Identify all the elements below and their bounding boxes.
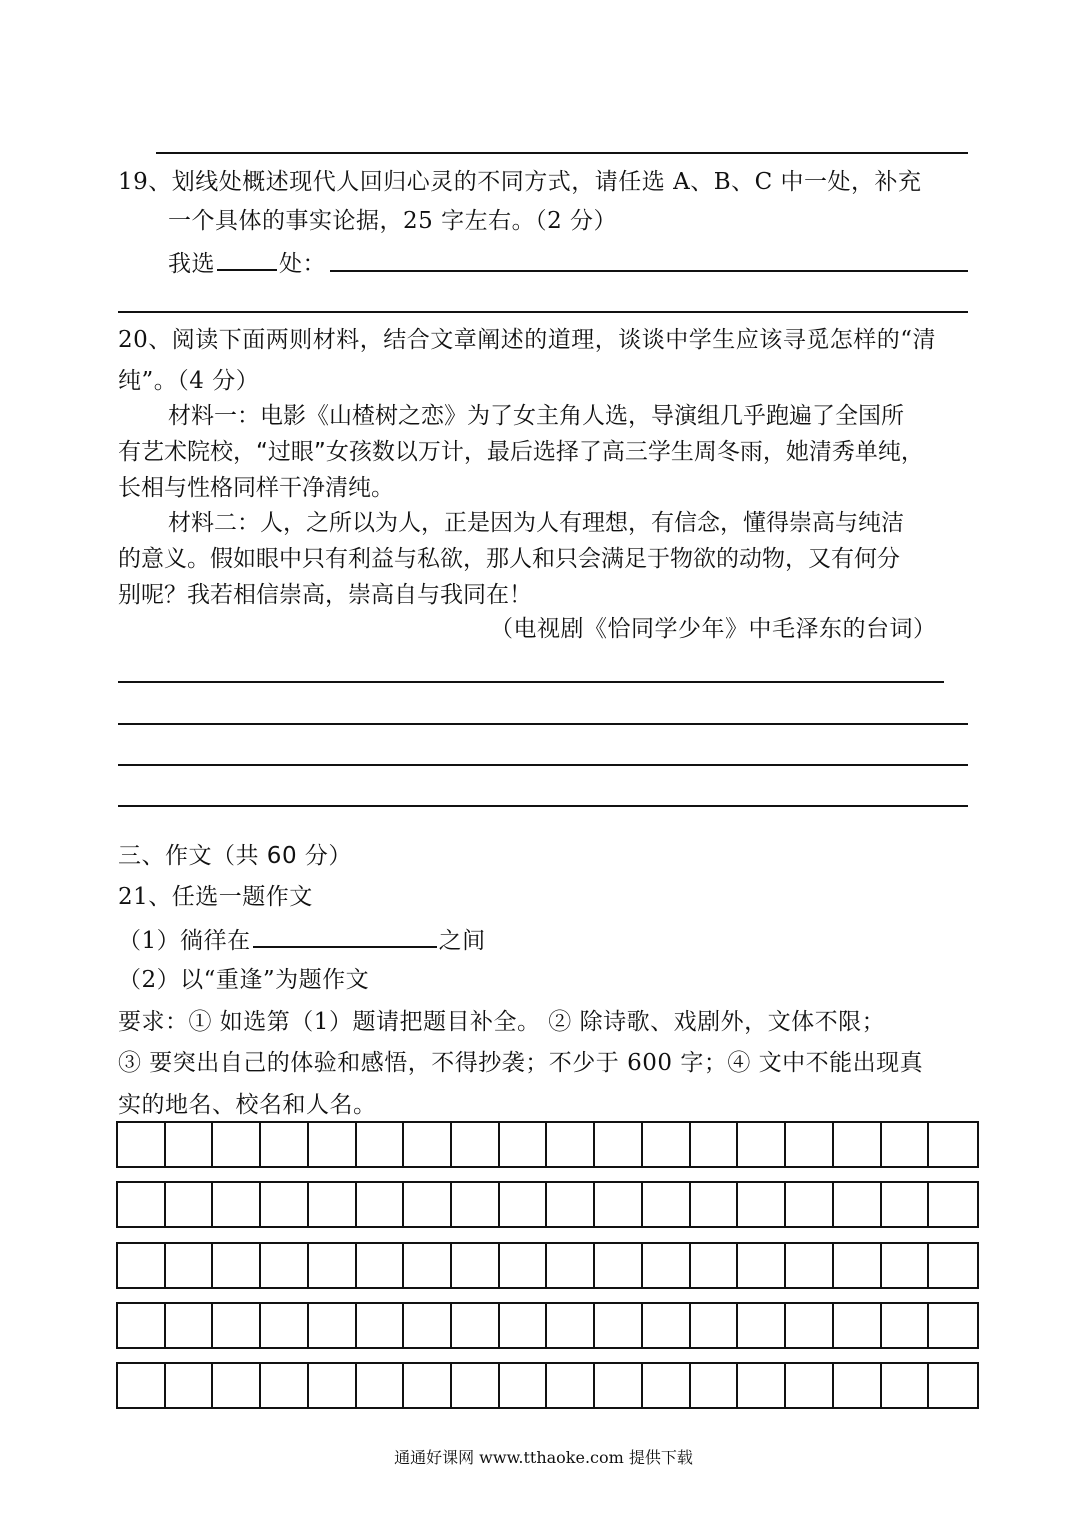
option1-suffix: 之间 xyxy=(438,928,486,954)
grid-cell[interactable] xyxy=(500,1183,548,1226)
material1-line: 长相与性格同样干净清纯。 xyxy=(118,475,394,501)
grid-cell[interactable] xyxy=(738,1364,786,1407)
grid-cell[interactable] xyxy=(118,1364,166,1407)
grid-cell[interactable] xyxy=(929,1304,977,1347)
grid-cell[interactable] xyxy=(500,1244,548,1287)
q20-answer-line[interactable] xyxy=(118,723,968,725)
grid-cell[interactable] xyxy=(547,1123,595,1166)
grid-cell[interactable] xyxy=(643,1244,691,1287)
grid-cell[interactable] xyxy=(691,1364,739,1407)
grid-cell[interactable] xyxy=(404,1123,452,1166)
q20-answer-line[interactable] xyxy=(118,764,968,766)
requirement-line: ③ 要突出自己的体验和感悟，不得抄袭；不少于 600 字；④ 文中不能出现真 xyxy=(118,1050,924,1076)
answer-line[interactable] xyxy=(156,152,968,154)
grid-cell[interactable] xyxy=(929,1123,977,1166)
grid-cell[interactable] xyxy=(834,1123,882,1166)
grid-cell[interactable] xyxy=(691,1123,739,1166)
writing-grid-row[interactable] xyxy=(116,1302,979,1349)
grid-cell[interactable] xyxy=(357,1364,405,1407)
grid-cell[interactable] xyxy=(929,1364,977,1407)
writing-grid-row[interactable] xyxy=(116,1181,979,1228)
grid-cell[interactable] xyxy=(643,1183,691,1226)
grid-cell[interactable] xyxy=(118,1183,166,1226)
q20-line2: 纯”。（4 分） xyxy=(118,368,260,394)
grid-cell[interactable] xyxy=(595,1304,643,1347)
q19-line2: 一个具体的事实论据，25 字左右。（2 分） xyxy=(168,208,618,234)
option2: （2）以“重逢”为题作文 xyxy=(118,967,370,993)
grid-cell[interactable] xyxy=(166,1364,214,1407)
grid-cell[interactable] xyxy=(213,1304,261,1347)
grid-cell[interactable] xyxy=(691,1183,739,1226)
material1-line: 材料一：电影《山楂树之恋》为了女主角人选，导演组几乎跑遍了全国所 xyxy=(168,403,904,429)
grid-cell[interactable] xyxy=(213,1183,261,1226)
grid-cell[interactable] xyxy=(643,1123,691,1166)
grid-cell[interactable] xyxy=(595,1244,643,1287)
grid-cell[interactable] xyxy=(213,1364,261,1407)
material1-line: 有艺术院校，“过眼”女孩数以万计，最后选择了高三学生周冬雨，她清秀单纯， xyxy=(118,439,924,465)
grid-cell[interactable] xyxy=(500,1123,548,1166)
writing-grid-row[interactable] xyxy=(116,1242,979,1289)
grid-cell[interactable] xyxy=(261,1123,309,1166)
q19-answer-line[interactable] xyxy=(330,270,968,272)
grid-cell[interactable] xyxy=(643,1304,691,1347)
grid-cell[interactable] xyxy=(118,1244,166,1287)
grid-cell[interactable] xyxy=(452,1304,500,1347)
q19-choose-suffix: 处： xyxy=(279,251,326,277)
grid-cell[interactable] xyxy=(834,1183,882,1226)
grid-cell[interactable] xyxy=(500,1364,548,1407)
footer-text: 通通好课网 www.tthaoke.com 提供下载 xyxy=(394,1448,693,1467)
grid-cell[interactable] xyxy=(118,1123,166,1166)
option1 xyxy=(118,924,486,956)
grid-cell[interactable] xyxy=(882,1123,930,1166)
grid-cell[interactable] xyxy=(929,1244,977,1287)
grid-cell[interactable] xyxy=(404,1244,452,1287)
grid-cell[interactable] xyxy=(738,1244,786,1287)
grid-cell[interactable] xyxy=(500,1304,548,1347)
grid-cell[interactable] xyxy=(166,1123,214,1166)
grid-cell[interactable] xyxy=(691,1304,739,1347)
grid-cell[interactable] xyxy=(357,1123,405,1166)
q19-choose-prefix: 我选 xyxy=(168,251,215,277)
grid-cell[interactable] xyxy=(547,1364,595,1407)
grid-cell[interactable] xyxy=(357,1304,405,1347)
grid-cell[interactable] xyxy=(261,1244,309,1287)
q20-answer-line[interactable] xyxy=(118,681,944,683)
grid-cell[interactable] xyxy=(786,1244,834,1287)
grid-cell[interactable] xyxy=(834,1244,882,1287)
grid-cell[interactable] xyxy=(452,1364,500,1407)
grid-cell[interactable] xyxy=(404,1364,452,1407)
grid-cell[interactable] xyxy=(118,1304,166,1347)
material2-line: 别呢？我若相信崇高，崇高自与我同在！ xyxy=(118,582,532,608)
writing-grid-row[interactable] xyxy=(116,1121,979,1168)
grid-cell[interactable] xyxy=(786,1304,834,1347)
grid-cell[interactable] xyxy=(166,1304,214,1347)
grid-cell[interactable] xyxy=(404,1183,452,1226)
material2-line: 的意义。假如眼中只有利益与私欲，那人和只会满足于物欲的动物，又有何分 xyxy=(118,546,900,572)
grid-cell[interactable] xyxy=(261,1304,309,1347)
material-source: （电视剧《恰同学少年》中毛泽东的台词） xyxy=(490,616,937,642)
title-blank[interactable] xyxy=(253,924,437,948)
grid-cell[interactable] xyxy=(929,1183,977,1226)
grid-cell[interactable] xyxy=(882,1364,930,1407)
grid-cell[interactable] xyxy=(309,1244,357,1287)
grid-cell[interactable] xyxy=(547,1183,595,1226)
grid-cell[interactable] xyxy=(261,1364,309,1407)
grid-cell[interactable] xyxy=(357,1244,405,1287)
q20-answer-line[interactable] xyxy=(118,805,968,807)
grid-cell[interactable] xyxy=(882,1304,930,1347)
option1-prefix: （1）徜徉在 xyxy=(118,928,251,954)
grid-cell[interactable] xyxy=(738,1123,786,1166)
q19-choice-blank[interactable] xyxy=(217,247,277,271)
grid-cell[interactable] xyxy=(738,1183,786,1226)
grid-cell[interactable] xyxy=(309,1123,357,1166)
grid-cell[interactable] xyxy=(166,1244,214,1287)
grid-cell[interactable] xyxy=(738,1304,786,1347)
q20-line1: 20、阅读下面两则材料，结合文章阐述的道理，谈谈中学生应该寻觅怎样的“清 xyxy=(118,327,937,353)
grid-cell[interactable] xyxy=(261,1183,309,1226)
grid-cell[interactable] xyxy=(309,1304,357,1347)
grid-cell[interactable] xyxy=(595,1364,643,1407)
grid-cell[interactable] xyxy=(404,1304,452,1347)
q19-line1: 19、划线处概述现代人回归心灵的不同方式，请任选 A、B、C 中一处，补充 xyxy=(118,169,922,195)
grid-cell[interactable] xyxy=(357,1183,405,1226)
grid-cell[interactable] xyxy=(452,1183,500,1226)
grid-cell[interactable] xyxy=(213,1244,261,1287)
grid-cell[interactable] xyxy=(691,1244,739,1287)
grid-cell[interactable] xyxy=(786,1123,834,1166)
q19-answer-line[interactable] xyxy=(118,311,968,313)
grid-cell[interactable] xyxy=(786,1183,834,1226)
grid-cell[interactable] xyxy=(595,1183,643,1226)
requirement-line: 实的地名、校名和人名。 xyxy=(118,1092,377,1118)
grid-cell[interactable] xyxy=(834,1304,882,1347)
grid-cell[interactable] xyxy=(643,1364,691,1407)
grid-cell[interactable] xyxy=(547,1244,595,1287)
grid-cell[interactable] xyxy=(547,1304,595,1347)
material2-line: 材料二：人，之所以为人，正是因为人有理想，有信念，懂得崇高与纯洁 xyxy=(168,510,904,536)
writing-grid-row[interactable] xyxy=(116,1362,979,1409)
grid-cell[interactable] xyxy=(166,1183,214,1226)
grid-cell[interactable] xyxy=(786,1364,834,1407)
grid-cell[interactable] xyxy=(882,1244,930,1287)
grid-cell[interactable] xyxy=(882,1183,930,1226)
grid-cell[interactable] xyxy=(595,1123,643,1166)
grid-cell[interactable] xyxy=(309,1183,357,1226)
grid-cell[interactable] xyxy=(213,1123,261,1166)
q19-choice xyxy=(168,247,326,279)
grid-cell[interactable] xyxy=(452,1244,500,1287)
requirement-line: 要求：① 如选第（1）题请把题目补全。 ② 除诗歌、戏剧外，文体不限； xyxy=(118,1009,886,1035)
grid-cell[interactable] xyxy=(309,1364,357,1407)
section-heading: 三、作文（共 60 分） xyxy=(118,843,352,869)
q21-title: 21、任选一题作文 xyxy=(118,884,313,910)
grid-cell[interactable] xyxy=(452,1123,500,1166)
grid-cell[interactable] xyxy=(834,1364,882,1407)
